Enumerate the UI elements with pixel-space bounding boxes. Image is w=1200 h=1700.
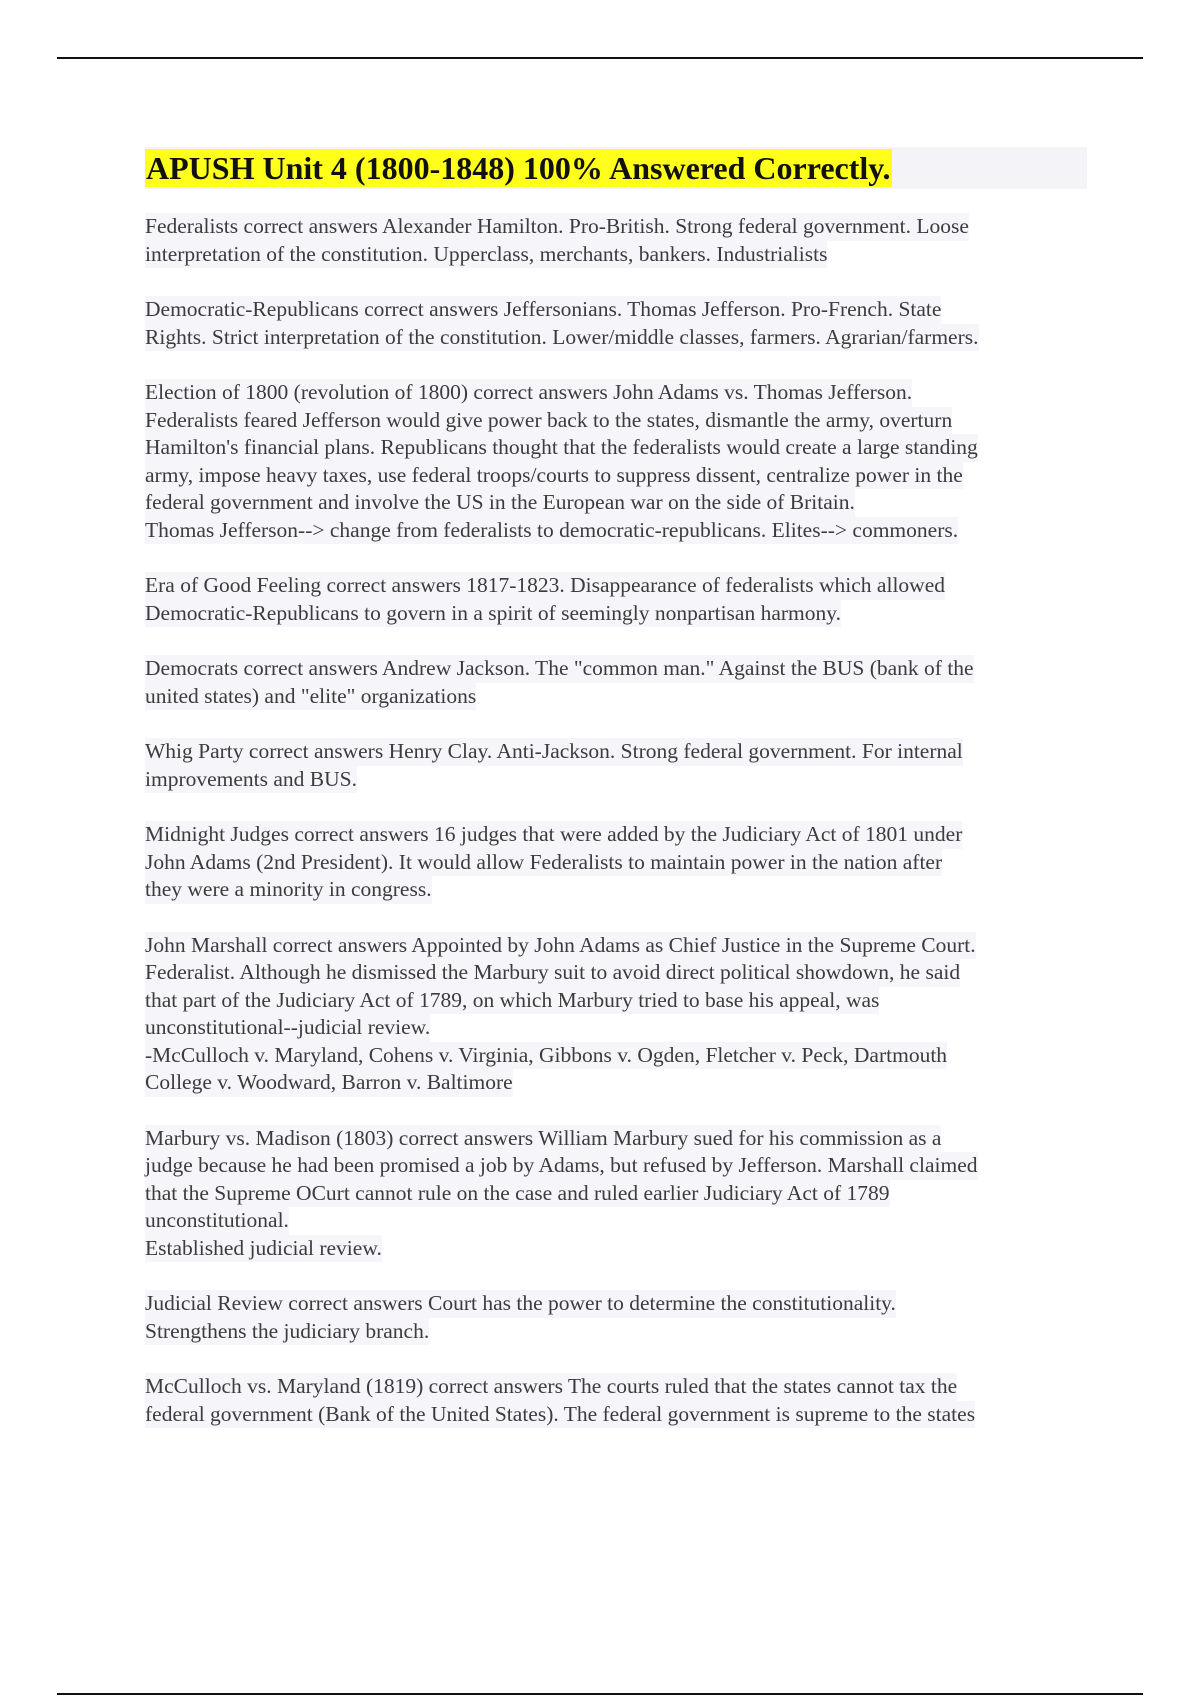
entry-text-line: Democratic-Republicans correct answers Jeffersonians. Thomas Jefferson. Pro-French. State [145, 296, 941, 324]
entry-text-line: unconstitutional--judicial review. [145, 1014, 430, 1042]
qa-entry [145, 655, 1087, 710]
document-body [145, 147, 1087, 1456]
entry-text-line: Democratic-Republicans to govern in a spirit of seemingly nonpartisan harmony. [145, 600, 841, 628]
entry-text-line: unconstitutional. [145, 1207, 289, 1235]
document-title: APUSH Unit 4 (1800-1848) 100% Answered Correctly. [146, 150, 891, 186]
qa-entry [145, 572, 1087, 627]
entry-text-line: interpretation of the constitution. Upperclass, merchants, bankers. Industrialists [145, 241, 827, 269]
entry-text-line: Marbury vs. Madison (1803) correct answers William Marbury sued for his commission as a [145, 1125, 941, 1153]
entry-text-line: Strengthens the judiciary branch. [145, 1318, 429, 1346]
entry-text-line: John Marshall correct answers Appointed by John Adams as Chief Justice in the Supreme Court. [145, 932, 976, 960]
entry-text-line: Midnight Judges correct answers 16 judges that were added by the Judiciary Act of 1801 under [145, 821, 962, 849]
entry-text-line: united states) and "elite" organizations [145, 683, 476, 711]
qa-entry [145, 821, 1087, 904]
entry-text-line: Era of Good Feeling correct answers 1817-1823. Disappearance of federalists which allowed [145, 572, 945, 600]
entry-text-line: Hamilton's financial plans. Republicans thought that the federalists would create a large standing [145, 434, 978, 462]
entry-text-line: McCulloch vs. Maryland (1819) correct answers The courts ruled that the states cannot tax the [145, 1373, 957, 1401]
entry-text-line: Democrats correct answers Andrew Jackson. The "common man." Against the BUS (bank of the [145, 655, 974, 683]
title-bar [145, 147, 1087, 189]
entry-text-line: Election of 1800 (revolution of 1800) correct answers John Adams vs. Thomas Jefferson. [145, 379, 912, 407]
entry-text-line: Federalist. Although he dismissed the Marbury suit to avoid direct political showdown, he said [145, 959, 960, 987]
qa-entry [145, 932, 1087, 1097]
entry-text-line: federal government and involve the US in the European war on the side of Britain. [145, 489, 855, 517]
entry-text-line: -McCulloch v. Maryland, Cohens v. Virginia, Gibbons v. Ogden, Fletcher v. Peck, Dartmouth [145, 1042, 947, 1070]
qa-entry [145, 1373, 1087, 1428]
entry-list [145, 213, 1087, 1428]
entry-text-line: Judicial Review correct answers Court has the power to determine the constitutionality. [145, 1290, 896, 1318]
entry-text-line: army, impose heavy taxes, use federal troops/courts to suppress dissent, centralize power in the [145, 462, 963, 490]
entry-text-line: Established judicial review. [145, 1235, 382, 1263]
qa-entry [145, 1125, 1087, 1263]
qa-entry [145, 379, 1087, 544]
qa-entry [145, 738, 1087, 793]
entry-text-line: that the Supreme OCurt cannot rule on the case and ruled earlier Judiciary Act of 1789 [145, 1180, 890, 1208]
entry-text-line: Rights. Strict interpretation of the constitution. Lower/middle classes, farmers. Agrarian/farmers. [145, 324, 979, 352]
entry-text-line: they were a minority in congress. [145, 876, 432, 904]
qa-entry [145, 1290, 1087, 1345]
entry-text-line: Federalists correct answers Alexander Hamilton. Pro-British. Strong federal government. Loose [145, 213, 969, 241]
bottom-rule [57, 1693, 1143, 1695]
entry-text-line: Federalists feared Jefferson would give power back to the states, dismantle the army, overturn [145, 407, 952, 435]
entry-text-line: judge because he had been promised a job by Adams, but refused by Jefferson. Marshall claimed [145, 1152, 978, 1180]
entry-text-line: improvements and BUS. [145, 766, 357, 794]
entry-text-line: federal government (Bank of the United States). The federal government is supreme to the states [145, 1401, 975, 1429]
top-rule [57, 57, 1143, 59]
qa-entry [145, 213, 1087, 268]
entry-text-line: Thomas Jefferson--> change from federalists to democratic-republicans. Elites--> commoners. [145, 517, 958, 545]
entry-text-line: John Adams (2nd President). It would allow Federalists to maintain power in the nation after [145, 849, 942, 877]
qa-entry [145, 296, 1087, 351]
entry-text-line: Whig Party correct answers Henry Clay. Anti-Jackson. Strong federal government. For internal [145, 738, 963, 766]
entry-text-line: College v. Woodward, Barron v. Baltimore [145, 1069, 513, 1097]
entry-text-line: that part of the Judiciary Act of 1789, on which Marbury tried to base his appeal, was [145, 987, 879, 1015]
